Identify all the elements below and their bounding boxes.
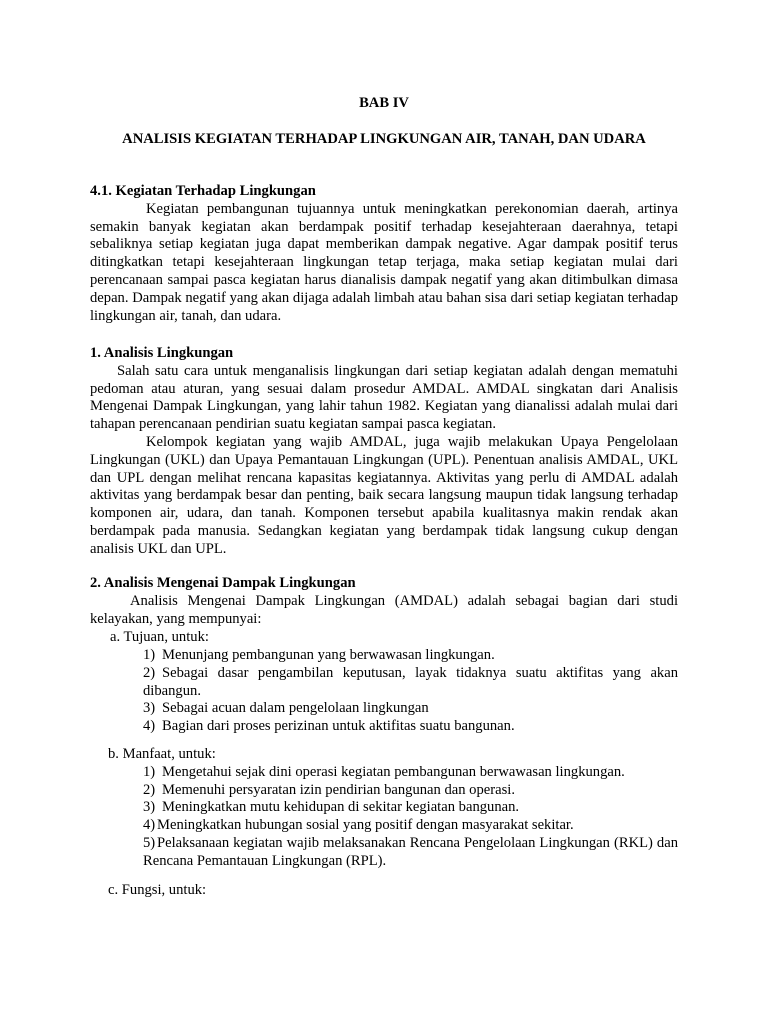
list-item-number: 5) [143,835,156,851]
list-item-number: 3) [143,799,156,815]
list-item [143,835,678,871]
list-item-text: Sebagai dasar pengambilan keputusan, layak tidaknya suatu aktifitas yang akan dibangun. [143,665,678,699]
section-4-1 [90,183,678,325]
list-item-text: Meningkatkan hubungan sosial yang positif dengan masyarakat sekitar. [157,817,574,833]
list-c-label: c. Fungsi, untuk: [108,882,207,898]
list-item-number: 2) [143,782,156,798]
section-1-paragraph-1: Salah satu cara untuk menganalisis lingkungan dari setiap kegiatan adalah dengan mematuhi pedoman atau aturan, yang sesuai dalam prosedur AMDAL. AMDAL singkatan dari Analisis Mengenai Dampak Lingkungan, yang lahir tahun 1982. Kegiatan yang dianalissi adalah mulai dari tahapan perencanaan pendirian suatu kegiatan sampai pasca kegiatan. [90,362,678,433]
section-1 [90,345,678,559]
section-1-paragraph-2: Kelompok kegiatan yang wajib AMDAL, juga wajib melakukan Upaya Pengelolaan Lingkungan (UKL) dan Upaya Pemantauan Lingkungan (UPL). Penentuan analisis AMDAL, UKL dan UPL dengan melihat rencana kapasitas kegiatannya. Aktivitas yang perlu di AMDAL adalah aktivitas yang berdampak besar dan penting, baik secara langsung maupun tidak langsung terhadap komponen air, udara, dan tanah. Komponen tersebut apabila kualitasnya makin rendak akan berdampak pada manusia. Sedangkan kegiatan yang berdampak tidak langsung cukup dengan analisis UKL dan UPL. [90,433,678,557]
list-item-text: Memenuhi persyaratan izin pendirian bangunan dan operasi. [162,782,515,798]
section-2 [90,575,678,628]
list-item [143,647,678,665]
list-item-number: 4) [143,817,156,833]
list-item-text: Pelaksanaan kegiatan wajib melaksanakan Rencana Pengelolaan Lingkungan (RKL) dan Rencana Pemantauan Lingkungan (RPL). [143,835,678,869]
section-1-heading: 1. Analisis Lingkungan [90,345,234,361]
list-b-label: b. Manfaat, untuk: [108,746,216,762]
list-a-label: a. Tujuan, untuk: [110,629,209,645]
list-item-number: 1) [143,764,156,780]
list-item [143,764,678,782]
section-4-1-heading: 4.1. Kegiatan Terhadap Lingkungan [90,183,316,199]
list-item [143,799,678,817]
document-title: ANALISIS KEGIATAN TERHADAP LINGKUNGAN AIR, TANAH, DAN UDARA [122,131,646,147]
chapter-label: BAB IV [359,95,409,111]
list-item-number: 3) [143,700,156,716]
list-item-text: Mengetahui sejak dini operasi kegiatan pembangunan berwawasan lingkungan. [162,764,625,780]
list-item-number: 1) [143,647,156,663]
list-item [143,817,678,835]
list-item [143,782,678,800]
list-item-text: Menunjang pembangunan yang berwawasan lingkungan. [162,647,495,663]
list-item-text: Sebagai acuan dalam pengelolaan lingkungan [162,700,429,716]
section-4-1-paragraph: Kegiatan pembangunan tujuannya untuk meningkatkan perekonomian daerah, artinya semakin banyak kegiatan akan berdampak positif terhadap kesejahteraan daerahnya, tetapi sebaliknya setiap kegiatan juga dapat memberikan dampak negative. Agar dampak positif terus ditingkatkan tetapi kesejahteraan lingkungan tetap terjaga, maka setiap kegiatan mulai dari perencanaan sampai pasca kegiatan harus dianalisis dampak negatif yang akan ditimbulkan dimasa depan. Dampak negatif yang akan dijaga adalah limbah atau bahan sisa dari setiap kegiatan terhadap lingkungan air, tanah, dan udara. [90,200,678,324]
list-item-number: 4) [143,718,156,734]
list-item [143,700,678,718]
section-2-heading: 2. Analisis Mengenai Dampak Lingkungan [90,575,356,591]
list-item-number: 2) [143,665,156,681]
list-item [143,718,678,736]
list-item-text: Bagian dari proses perizinan untuk aktifitas suatu bangunan. [162,718,515,734]
list-item-text: Meningkatkan mutu kehidupan di sekitar kegiatan bangunan. [162,799,520,815]
section-2-paragraph: Analisis Mengenai Dampak Lingkungan (AMDAL) adalah sebagai bagian dari studi kelayakan, yang mempunyai: [90,592,678,627]
list-item [143,665,678,701]
